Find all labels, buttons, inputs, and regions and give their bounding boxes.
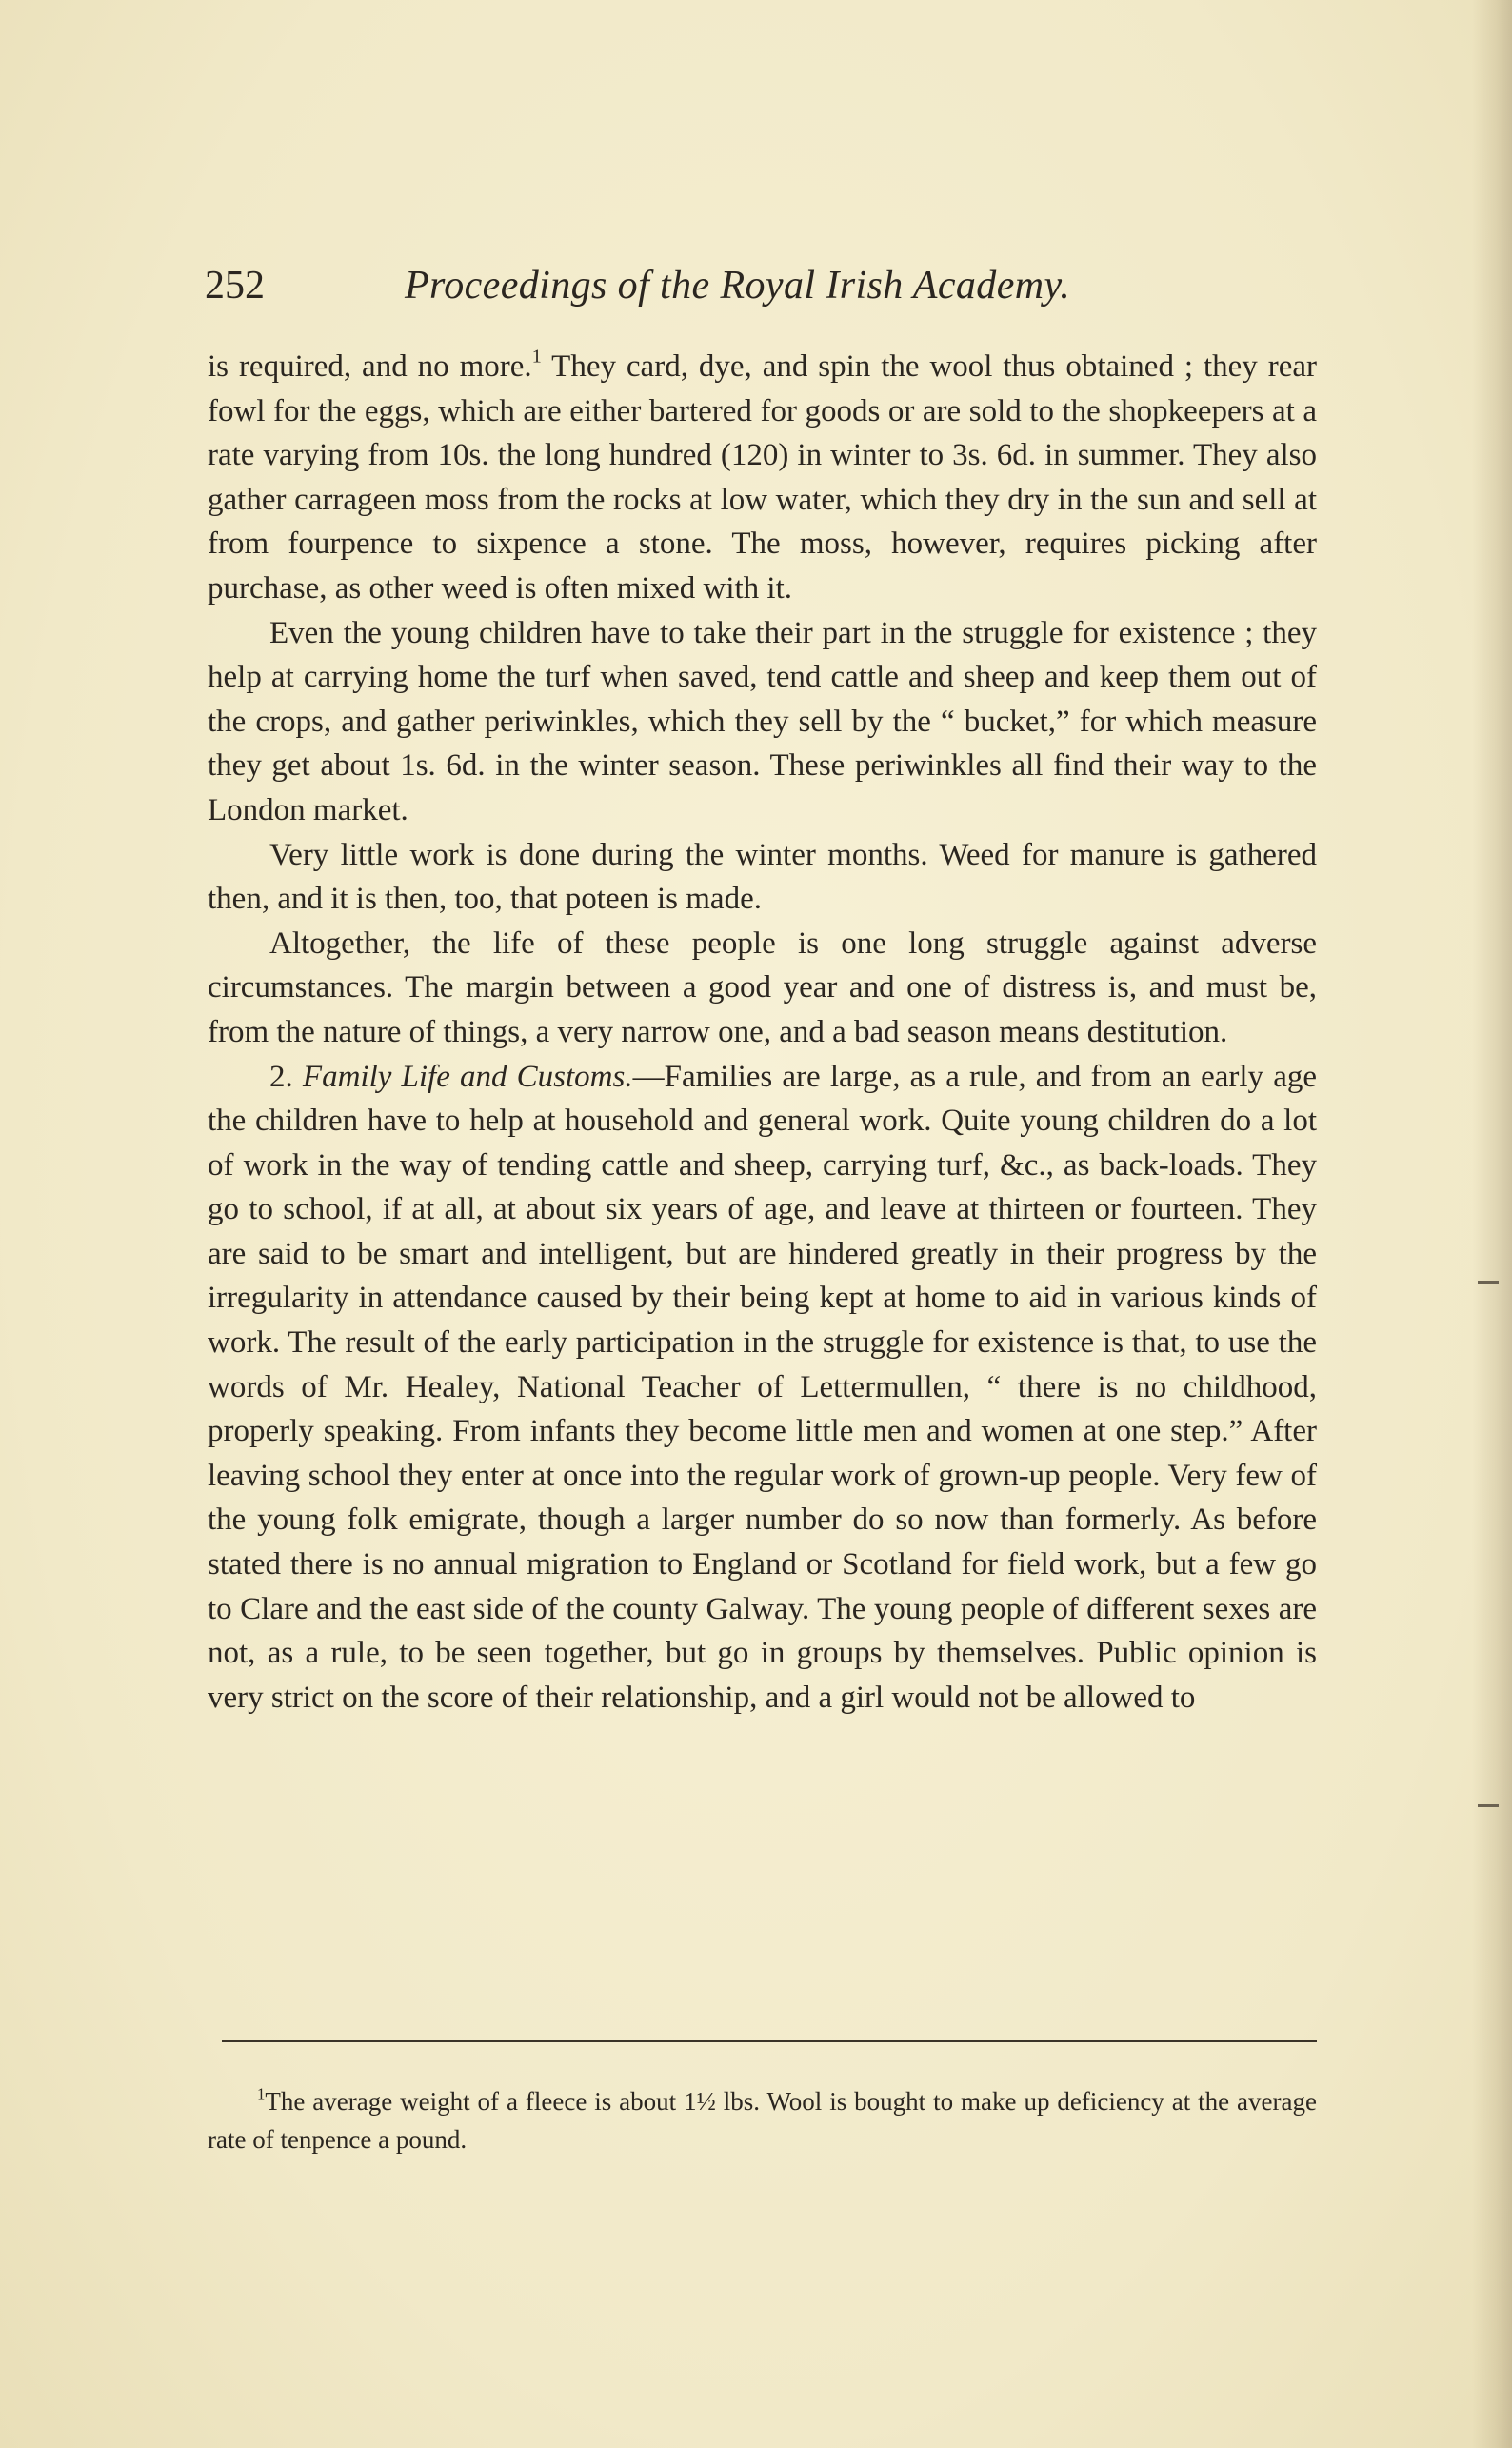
- margin-mark: [1478, 1804, 1499, 1807]
- section-number: 2.: [269, 1059, 303, 1094]
- footnote-paragraph: [208, 2082, 1317, 2159]
- footnote-mark: 1: [257, 2084, 266, 2103]
- page-edge-shadow: [1472, 0, 1512, 2448]
- section-heading: Family Life and Customs.: [302, 1059, 633, 1094]
- paragraph-1-rest: They card, dye, and spin the wool thus obtained ; they rear fowl for the eggs, which are either bartered for goods or are sold to the shopkeepers at a rate varying from 10s. the long hundred (120) in winter to 3s. 6d. in summer. They also gather carrageen moss from the rocks at low water, which they dry in the sun and sell at from fourpence to sixpence a stone. The moss, however, requires picking after purchase, as other weed is often mixed with it.: [208, 349, 1317, 606]
- footnote-text: The average weight of a fleece is about 1½ lbs. Wool is bought to make up deficiency at the average rate of tenpence a pound.: [208, 2087, 1317, 2154]
- footnote-reference: 1: [531, 346, 542, 368]
- paragraph-4: Altogether, the life of these people is one long struggle against adverse circumstances. The margin between a good year and one of distress is, and must be, from the nature of things, a very narrow one, and a bad season means destitution.: [208, 925, 1317, 1049]
- footnote: [208, 2082, 1317, 2159]
- paragraph-1: [208, 345, 1317, 611]
- paragraph-5: [208, 1055, 1317, 1721]
- paragraph-1-start: is required, and no more.: [208, 349, 532, 384]
- running-title: Proceedings of the Royal Irish Academy.: [405, 264, 1071, 308]
- margin-mark: [1478, 1281, 1499, 1284]
- footnote-divider: [222, 2040, 1317, 2042]
- paragraph-5-text: —Families are large, as a rule, and from an early age the children have to help at household and general work. Quite young children do a lot of work in the way of tending cattle and sheep, carrying turf, &c., as back-loads. They go to school, if at all, at about six years of age, and leave at thirteen or fourteen. They are said to be smart and intelligent, but are hindered greatly in their progress by the irregularity in attendance caused by their being kept at home to aid in various kinds of work. The result of the early participation in the struggle for existence is that, to use the words of Mr. Healey, National Teacher of Lettermullen, “ there is no childhood, properly speaking. From infants they become little men and women at one step.” After leaving school they enter at once into the regular work of grown-up people. Very few of the young folk emigrate, though a larger number do so now than formerly. As before stated there is no annual migration to England or Scotland for field work, but a few go to Clare and the east side of the county Galway. The young people of different sexes are not, as a rule, to be seen together, but go in groups by themselves. Public opinion is very strict on the score of their relationship, and a girl would not be allowed to: [208, 1059, 1318, 1715]
- paragraph-2: Even the young children have to take their part in the struggle for existence ; they help at carrying home the turf when saved, tend cattle and sheep and keep them out of the crops, and gather periwinkles, which they sell by the “ bucket,” for which measure they get about 1s. 6d. in the winter season. These periwinkles all find their way to the London market.: [208, 615, 1317, 827]
- body-text: [208, 345, 1317, 1720]
- running-header: [205, 259, 1319, 316]
- page-number: 252: [205, 264, 265, 308]
- paragraph-3: Very little work is done during the winter months. Weed for manure is gathered then, and it is then, too, that poteen is made.: [208, 837, 1317, 917]
